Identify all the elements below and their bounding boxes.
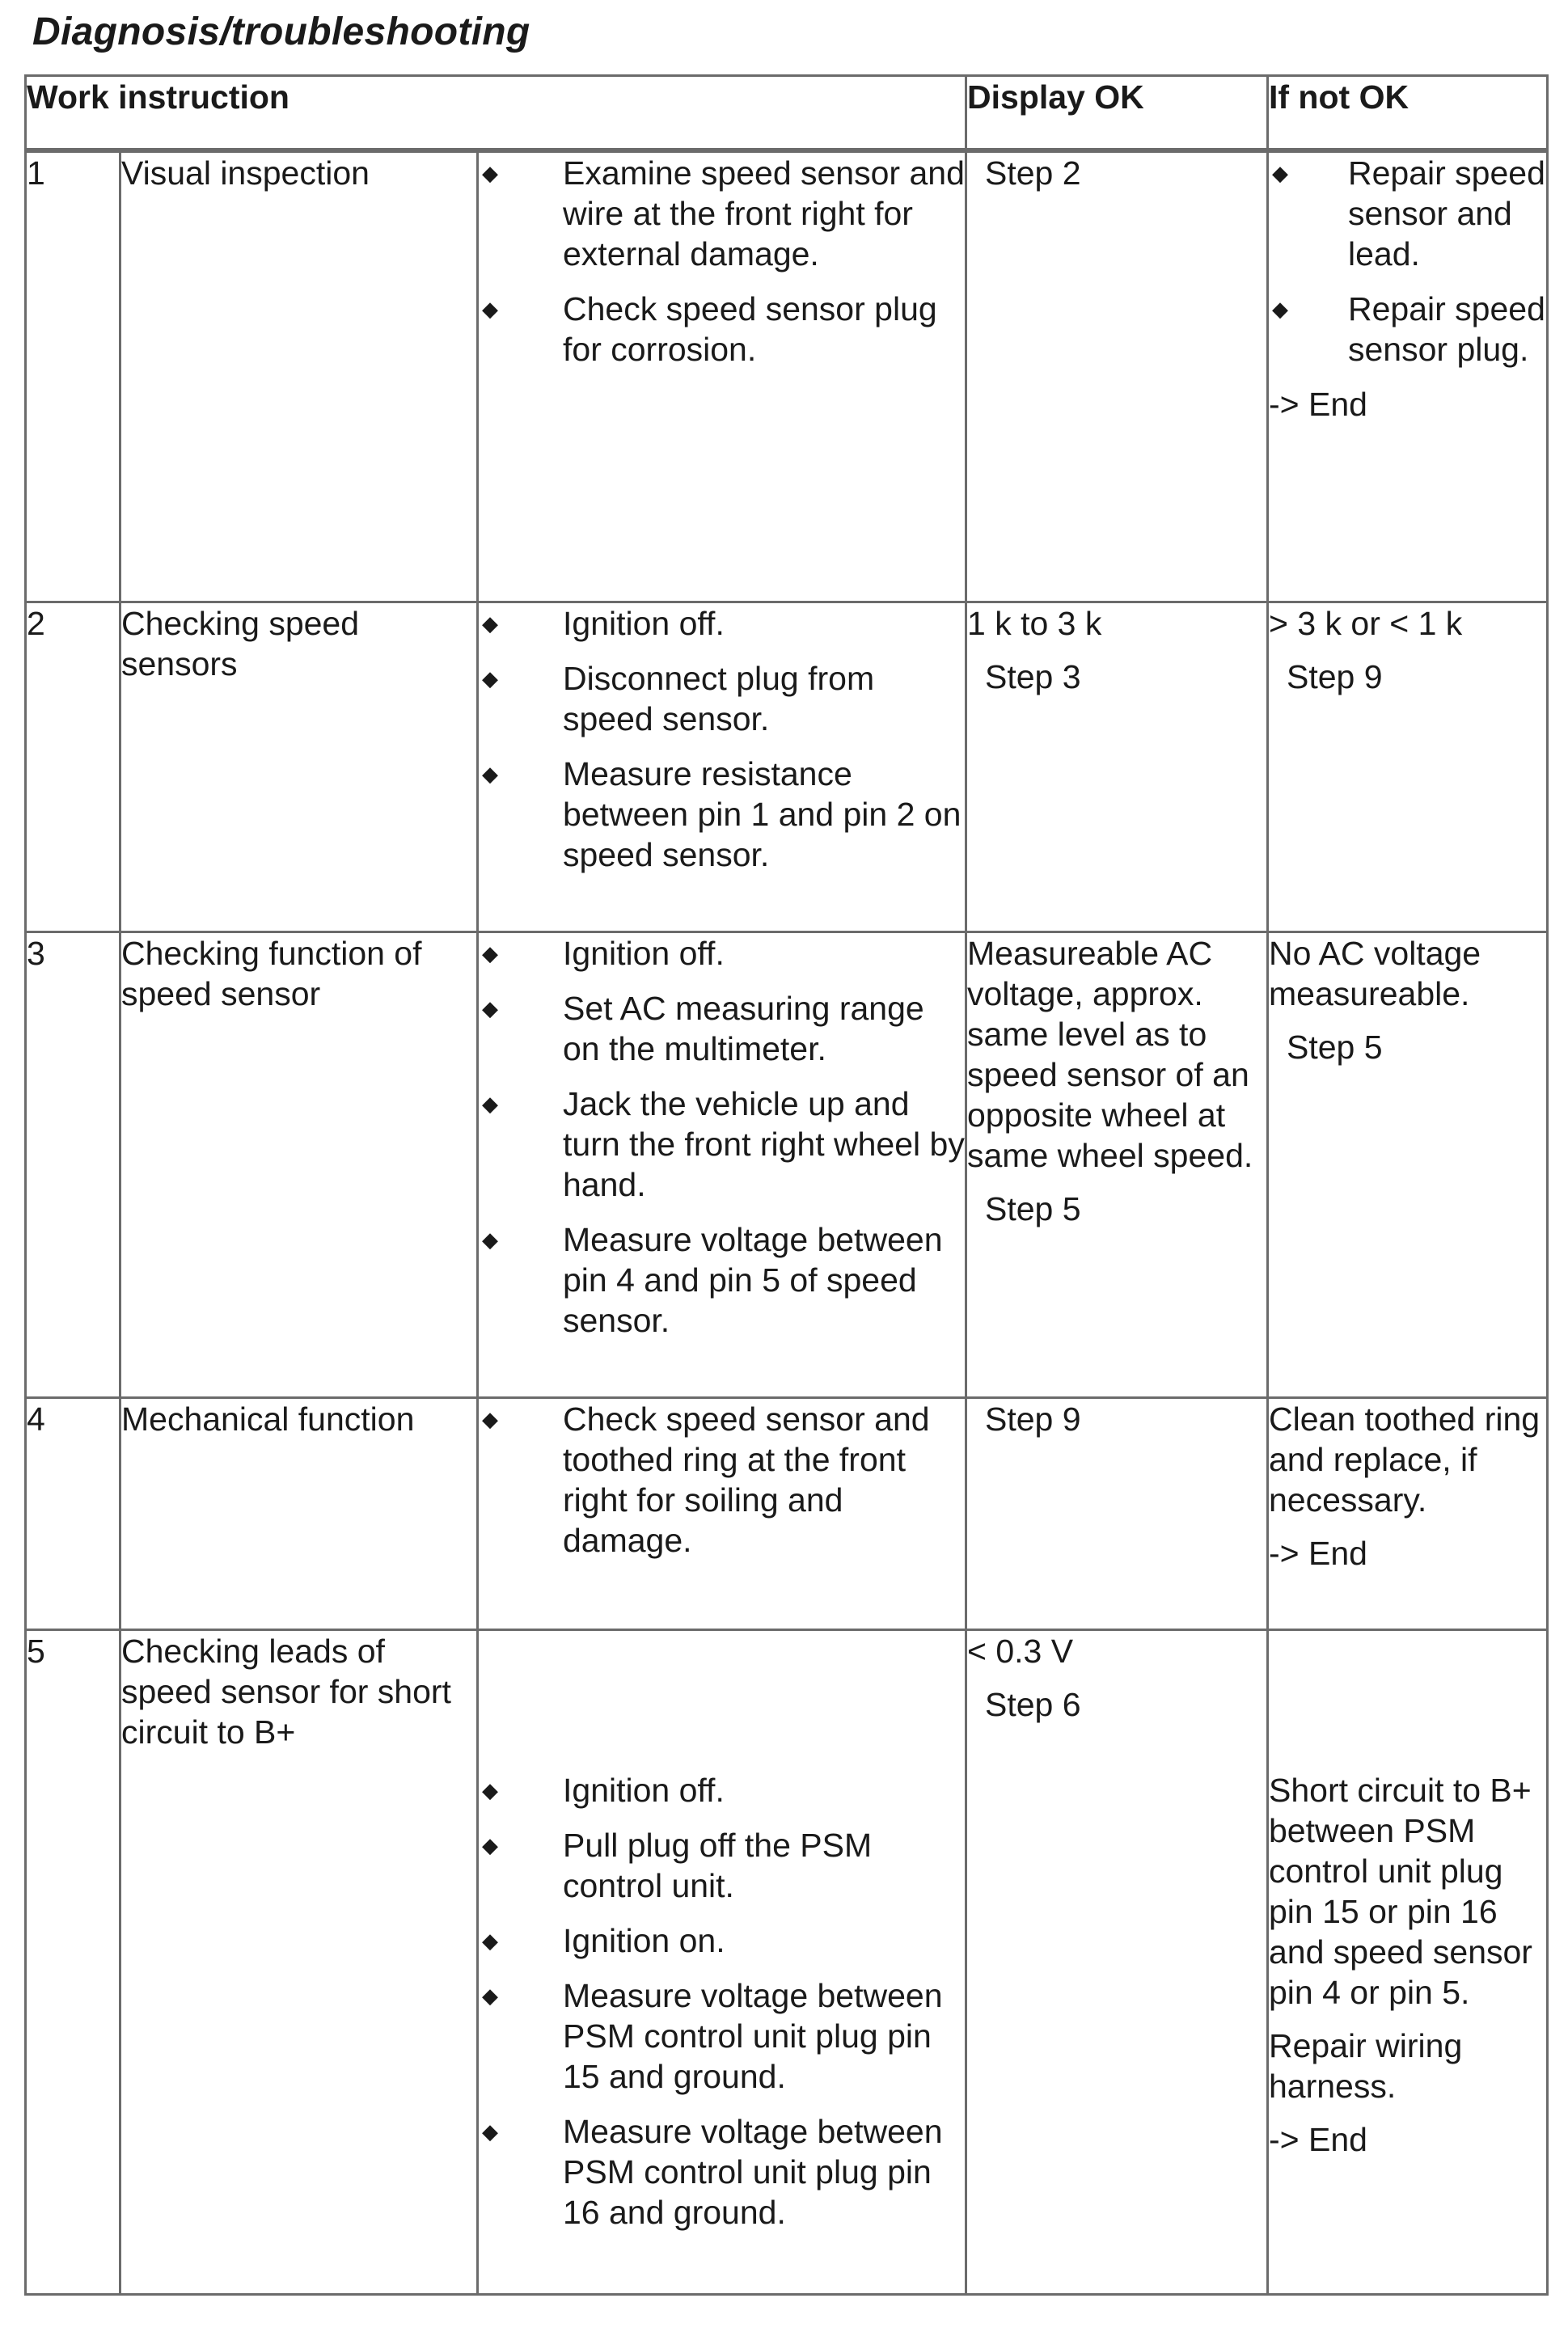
step-name: Checking leads of speed sensor for short circuit to B+: [120, 1630, 478, 2295]
bullet-diamond-icon: ◆: [482, 1929, 498, 1953]
remedy-text: Repair wiring harness.: [1269, 2027, 1463, 2105]
instruction-item: ◆ Measure voltage between PSM control unit plug pin 16 and ground.: [479, 2111, 965, 2233]
display-ok-cell: [966, 1630, 1268, 2295]
instruction-item: ◆ Ignition off.: [479, 933, 965, 974]
diagnosis-table: [24, 74, 1549, 2296]
if-not-ok-cell: [1268, 932, 1548, 1398]
instruction-item: ◆ Measure resistance between pin 1 and pin 2 on speed sensor.: [479, 754, 965, 875]
table-row: [26, 932, 1548, 1398]
bullet-diamond-icon: ◆: [482, 762, 498, 786]
step-reference: Step 6: [985, 1686, 1081, 1723]
if-not-ok-cell: [1268, 1398, 1548, 1630]
remedy-item: ◆ Repair speed sensor plug.: [1269, 289, 1546, 370]
fault-value: No AC voltage measureable.: [1269, 935, 1481, 1012]
instruction-item: ◆ Measure voltage between PSM control unit plug pin 15 and ground.: [479, 1975, 965, 2097]
display-ok-cell: [966, 932, 1268, 1398]
expected-value: Measureable AC voltage, approx. same level as to speed sensor of an opposite wheel at same wheel speed.: [967, 935, 1253, 1174]
instruction-cell: [478, 1398, 966, 1630]
expected-value: 1 k to 3 k: [967, 605, 1102, 642]
step-reference: Step 5: [1287, 1029, 1383, 1066]
if-not-ok-cell: [1268, 150, 1548, 602]
table-row: [26, 1630, 1548, 2295]
step-name: Visual inspection: [120, 150, 478, 602]
bullet-diamond-icon: ◆: [482, 1227, 498, 1252]
display-ok-cell: [966, 602, 1268, 932]
if-not-ok-cell: [1268, 1630, 1548, 2295]
instruction-item: ◆ Ignition off.: [479, 603, 965, 644]
end-marker: -> End: [1269, 385, 1367, 423]
step-number: 4: [26, 1398, 120, 1630]
end-marker: -> End: [1269, 1535, 1367, 1572]
instruction-item: ◆ Disconnect plug from speed sensor.: [479, 658, 965, 739]
step-reference: Step 5: [985, 1190, 1081, 1227]
bullet-diamond-icon: ◆: [482, 2119, 498, 2144]
fault-value: > 3 k or < 1 k: [1269, 605, 1463, 642]
instruction-item: ◆ Examine speed sensor and wire at the front right for external damage.: [479, 153, 965, 274]
step-number: 2: [26, 602, 120, 932]
instruction-item: ◆ Ignition on.: [479, 1920, 965, 1961]
bullet-diamond-icon: ◆: [482, 1407, 498, 1431]
instruction-item: ◆ Check speed sensor and toothed ring at the front right for soiling and damage.: [479, 1399, 965, 1561]
bullet-diamond-icon: ◆: [482, 996, 498, 1020]
bullet-diamond-icon: ◆: [482, 1833, 498, 1857]
step-name: Checking speed sensors: [120, 602, 478, 932]
expected-value: < 0.3 V: [967, 1633, 1074, 1670]
step-reference: Step 2: [985, 154, 1081, 192]
table-row: [26, 1398, 1548, 1630]
end-marker: -> End: [1269, 2121, 1367, 2158]
bullet-diamond-icon: ◆: [482, 160, 498, 185]
header-display-ok: Display OK: [966, 76, 1268, 150]
instruction-cell: [478, 1630, 966, 2295]
instruction-item: ◆ Pull plug off the PSM control unit.: [479, 1825, 965, 1906]
step-reference: Step 9: [1287, 658, 1383, 695]
bullet-diamond-icon: ◆: [482, 296, 498, 321]
bullet-diamond-icon: ◆: [482, 1983, 498, 2008]
step-number: 5: [26, 1630, 120, 2295]
instruction-item: ◆ Jack the vehicle up and turn the front right wheel by hand.: [479, 1084, 965, 1205]
instruction-item: ◆ Check speed sensor plug for corrosion.: [479, 289, 965, 370]
bullet-diamond-icon: ◆: [482, 941, 498, 965]
instruction-item: ◆ Set AC measuring range on the multimeter.: [479, 988, 965, 1069]
step-reference: Step 3: [985, 658, 1081, 695]
bullet-diamond-icon: ◆: [1272, 296, 1288, 321]
remedy-text: Clean toothed ring and replace, if necessary.: [1269, 1400, 1541, 1519]
instruction-item: ◆ Ignition off.: [479, 1770, 965, 1810]
table-row: [26, 150, 1548, 602]
bullet-diamond-icon: ◆: [1272, 160, 1288, 185]
instruction-item: ◆ Measure voltage between pin 4 and pin 5 of speed sensor.: [479, 1219, 965, 1341]
step-number: 3: [26, 932, 120, 1398]
remedy-text: Short circuit to B+ between PSM control unit plug pin 15 or pin 16 and speed sensor pin 4 or pin 5.: [1269, 1772, 1532, 2011]
bullet-diamond-icon: ◆: [482, 666, 498, 691]
bullet-diamond-icon: ◆: [482, 611, 498, 636]
step-name: Mechanical function: [120, 1398, 478, 1630]
header-work-instruction: Work instruction: [26, 76, 966, 150]
instruction-cell: [478, 150, 966, 602]
header-if-not-ok: If not OK: [1268, 76, 1548, 150]
display-ok-cell: [966, 150, 1268, 602]
step-reference: Step 9: [985, 1400, 1081, 1438]
remedy-item: ◆ Repair speed sensor and lead.: [1269, 153, 1546, 274]
step-number: 1: [26, 150, 120, 602]
bullet-diamond-icon: ◆: [482, 1778, 498, 1802]
step-name: Checking function of speed sensor: [120, 932, 478, 1398]
instruction-cell: [478, 932, 966, 1398]
display-ok-cell: [966, 1398, 1268, 1630]
bullet-diamond-icon: ◆: [482, 1092, 498, 1116]
page-title: Diagnosis/troubleshooting: [32, 11, 530, 53]
table-row: [26, 602, 1548, 932]
instruction-cell: [478, 602, 966, 932]
table-header-row: [26, 76, 1548, 150]
if-not-ok-cell: [1268, 602, 1548, 932]
